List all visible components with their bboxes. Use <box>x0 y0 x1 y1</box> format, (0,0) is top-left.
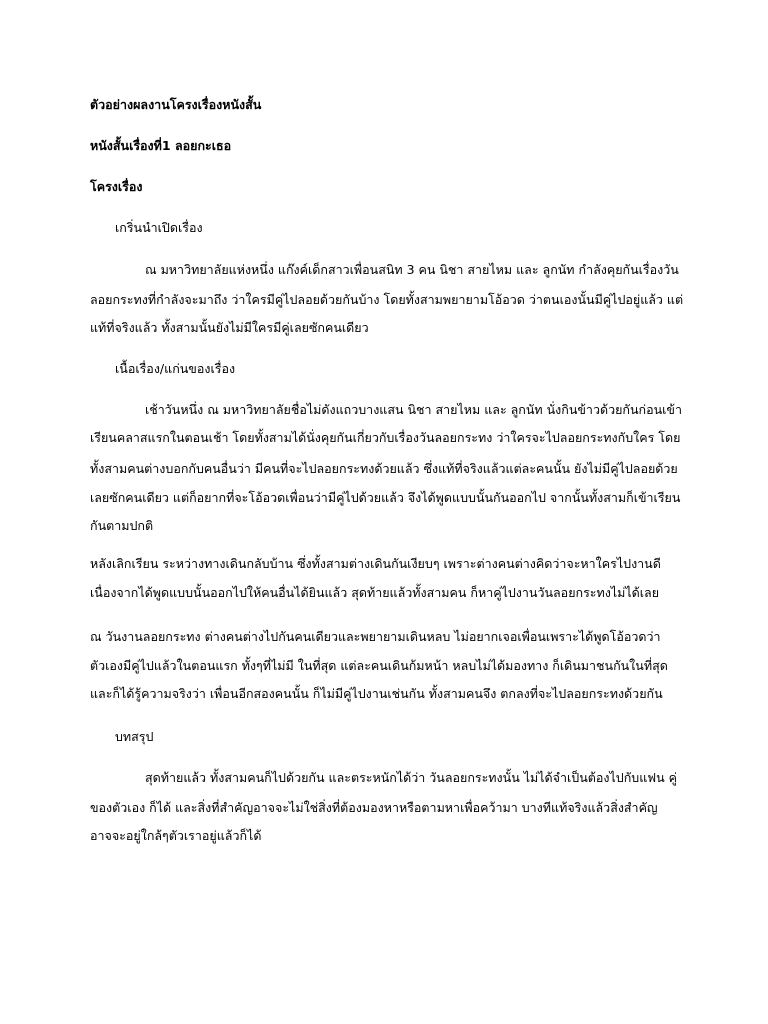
intro-heading: เกริ่นนำเปิดเรื่อง <box>115 220 203 235</box>
conclusion-line: ของตัวเอง ก็ได้ และสิ่งที่สำคัญอาจจะไม่ใช่สิ่งที่ต้องมองหาหรือตามหาเพื่อคว้ามา บางทีแท้จริงแล้วสิ่งสำคัญ <box>90 800 658 815</box>
body-para3-line: และก็ได้รู้ความจริงว่า เพื่อนอีกสองคนนั้น ก็ไม่มีคู่ไปงานเช่นกัน ทั้งสามคนจึง ตกลงที่จะไปลอยกระทงด้วยกัน <box>90 686 663 701</box>
body-para3-line: ณ วันงานลอยกระทง ต่างคนต่างไปกันคนเดียวและพยายามเดินหลบ ไม่อยากเจอเพื่อนเพราะได้พูดโอ้อวดว่า <box>90 629 661 644</box>
body-para3-line: ตัวเองมีคู่ไปแล้วในตอนแรก ทั้งๆที่ไม่มี ในที่สุด แต่ละคนเดินก้มหน้า หลบไม่ได้มองทาง ก็เดินมาชนกันในที่สุด <box>90 658 668 673</box>
conclusion-line: อาจจะอยู่ใกล้ๆตัวเราอยู่แล้วก็ได้ <box>90 828 262 843</box>
body-para1-line: ทั้งสามคนต่างบอกกับคนอื่นว่า มีคนที่จะไปลอยกระทงด้วยแล้ว ซึ่งแท้ที่จริงแล้วแต่ละคนนั้น ยังไม่มีคู่ไปลอยด้วย <box>90 461 678 476</box>
document-title: ตัวอย่างผลงานโครงเรื่องหนังสั้น <box>90 97 262 112</box>
body-para2-line: หลังเลิกเรียน ระหว่างทางเดินกลับบ้าน ซึ่งทั้งสามต่างเดินกันเงียบๆ เพราะต่างคนต่างคิดว่าจะหาใครไปงานดี <box>90 556 661 571</box>
body-para2-line: เนื่องจากได้พูดแบบนั้นออกไปให้คนอื่นได้ยินแล้ว สุดท้ายแล้วทั้งสามคน ก็หาคู่ไปงานวันลอยกระทงไม่ได้เลย <box>90 585 660 600</box>
film-heading: หนังสั้นเรื่องที่1 ลอยกะเธอ <box>90 138 232 153</box>
body-para1-line: เช้าวันหนึ่ง ณ มหาวิทยาลัยชื่อไม่ดังแถวบางแสน นิชา สายไหม และ ลูกนัท นั่งกินข้าวด้วยกันก่อนเข้า <box>145 402 682 417</box>
intro-line: ลอยกระทงที่กำลังจะมาถึง ว่าใครมีคู่ไปลอยด้วยกันบ้าง โดยทั้งสามพยายามโอ้อวด ว่าตนเองนั้นมีคู่ไปอยู่แล้ว แต่ <box>90 292 684 307</box>
intro-line: แท้ที่จริงแล้ว ทั้งสามนั้นยังไม่มีใครมีคู่เลยซักคนเดียว <box>90 320 369 335</box>
body-para1-line: เลยซักคนเดียว แต่ก็อยากที่จะโอ้อวดเพื่อนว่ามีคู่ไปด้วยแล้ว จึงได้พูดแบบนั้นกันออกไป จากนั้นทั้งสามก็เข้าเรียน <box>90 490 681 505</box>
body-heading: เนื้อเรื่อง/แก่นของเรื่อง <box>115 361 236 376</box>
outline-heading: โครงเรื่อง <box>90 179 143 194</box>
body-para1-line: เรียนคลาสแรกในตอนเช้า โดยทั้งสามได้นั่งคุยกันเกี่ยวกับเรื่องวันลอยกระทง ว่าใครจะไปลอยกระทงกับใคร โดย <box>90 430 681 445</box>
conclusion-heading: บทสรุป <box>115 729 154 744</box>
conclusion-line: สุดท้ายแล้ว ทั้งสามคนก็ไปด้วยกัน และตระหนักได้ว่า วันลอยกระทงนั้น ไม่ได้จำเป็นต้องไปกับแฟน คู่ <box>145 770 677 785</box>
intro-line: ณ มหาวิทยาลัยแห่งหนึ่ง แก๊งค์เด็กสาวเพื่อนสนิท 3 คน นิชา สายไหม และ ลูกนัท กำลังคุยกันเรื่องวัน <box>145 262 679 277</box>
body-para1-line: กันตามปกติ <box>90 518 154 533</box>
